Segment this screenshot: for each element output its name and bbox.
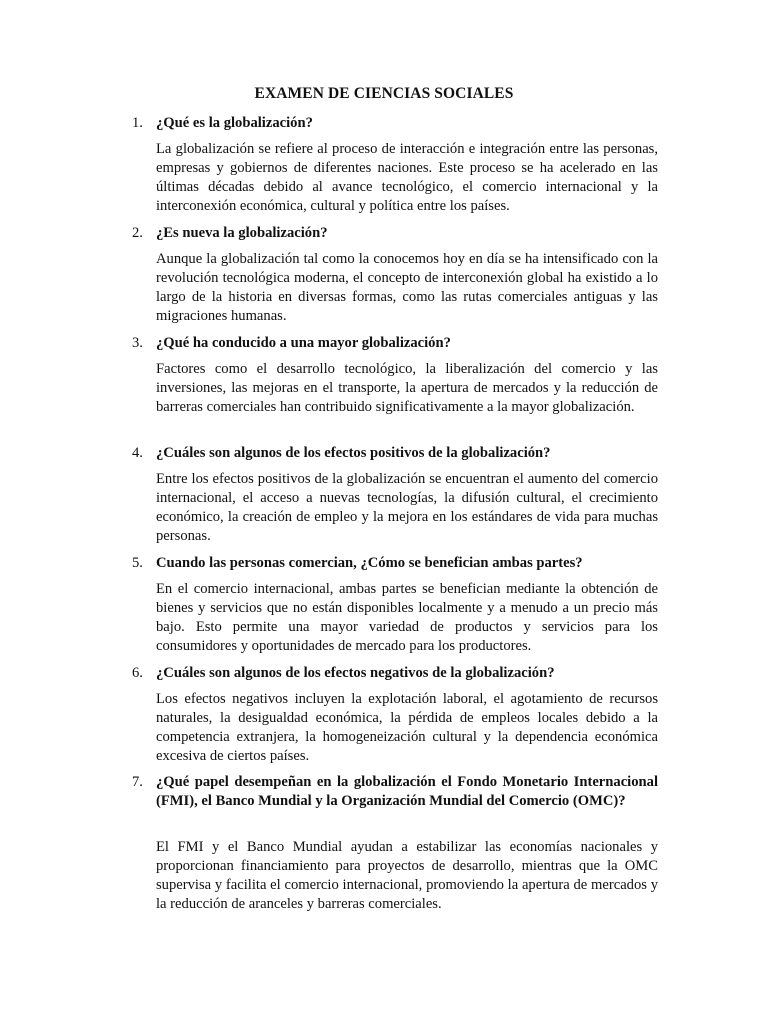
question-number: 4. xyxy=(132,445,143,461)
question-6 xyxy=(132,664,658,683)
question-text: ¿Cuáles son algunos de los efectos negativos de la globalización? xyxy=(156,665,555,681)
question-number: 2. xyxy=(132,225,143,241)
answer-6: Los efectos negativos incluyen la explotación laboral, el agotamiento de recursos naturales, la desigualdad económica, la pérdida de empleos locales debido a la competencia extranjera, la homogeneización cultural y la dependencia económica excesiva de ciertos países. xyxy=(156,691,658,764)
question-text: ¿Cuáles son algunos de los efectos positivos de la globalización? xyxy=(156,445,551,461)
question-number: 5. xyxy=(132,555,143,571)
answer-4: Entre los efectos positivos de la globalización se encuentran el aumento del comercio internacional, el acceso a nuevas tecnologías, la difusión cultural, el crecimiento económico, la creación de empleo y la mejora en los estándares de vida para muchas personas. xyxy=(156,471,658,544)
question-text: ¿Qué papel desempeñan en la globalización el Fondo Monetario Internacional (FMI), el Banco Mundial y la Organización Mundial del Comercio (OMC)? xyxy=(156,774,658,809)
question-2 xyxy=(132,224,658,243)
question-number: 3. xyxy=(132,335,143,351)
answer-1: La globalización se refiere al proceso de interacción e integración entre las personas, empresas y gobiernos de diferentes naciones. Este proceso se ha acelerado en las últimas décadas debido al avance tecnológico, el comercio internacional y la interconexión económica, cultural y política entre los países. xyxy=(156,141,658,214)
question-text: Cuando las personas comercian, ¿Cómo se benefician ambas partes? xyxy=(156,555,583,571)
question-7 xyxy=(132,773,658,811)
answer-2: Aunque la globalización tal como la conocemos hoy en día se ha intensificado con la revolución tecnológica moderna, el concepto de interconexión global ha existido a lo largo de la historia en diversas formas, como las rutas comerciales antiguas y las migraciones humanas. xyxy=(156,251,658,324)
question-5 xyxy=(132,554,658,573)
question-number: 7. xyxy=(132,774,143,790)
answer-3: Factores como el desarrollo tecnológico, la liberalización del comercio y las inversiones, las mejoras en el transporte, la apertura de mercados y la reducción de barreras comerciales han contribuido significativamente a la mayor globalización. xyxy=(156,361,658,415)
question-3 xyxy=(132,334,658,353)
answer-5: En el comercio internacional, ambas partes se benefician mediante la obtención de bienes y servicios que no están disponibles localmente y a menudo a un precio más bajo. Esto permite una mayor variedad de productos y servicios para los consumidores y oportunidades de mercado para los productores. xyxy=(156,581,658,654)
document-title: EXAMEN DE CIENCIAS SOCIALES xyxy=(254,85,514,102)
question-number: 6. xyxy=(132,665,143,681)
question-text: ¿Qué ha conducido a una mayor globalización? xyxy=(156,335,451,351)
answer-7: El FMI y el Banco Mundial ayudan a estabilizar las economías nacionales y proporcionan financiamiento para proyectos de desarrollo, mientras que la OMC supervisa y facilita el comercio internacional, promoviendo la apertura de mercados y la reducción de aranceles y barreras comerciales. xyxy=(156,839,658,912)
question-text: ¿Qué es la globalización? xyxy=(156,115,313,131)
question-text: ¿Es nueva la globalización? xyxy=(156,225,328,241)
question-4 xyxy=(132,444,658,463)
question-number: 1. xyxy=(132,115,143,131)
question-1 xyxy=(132,114,658,133)
